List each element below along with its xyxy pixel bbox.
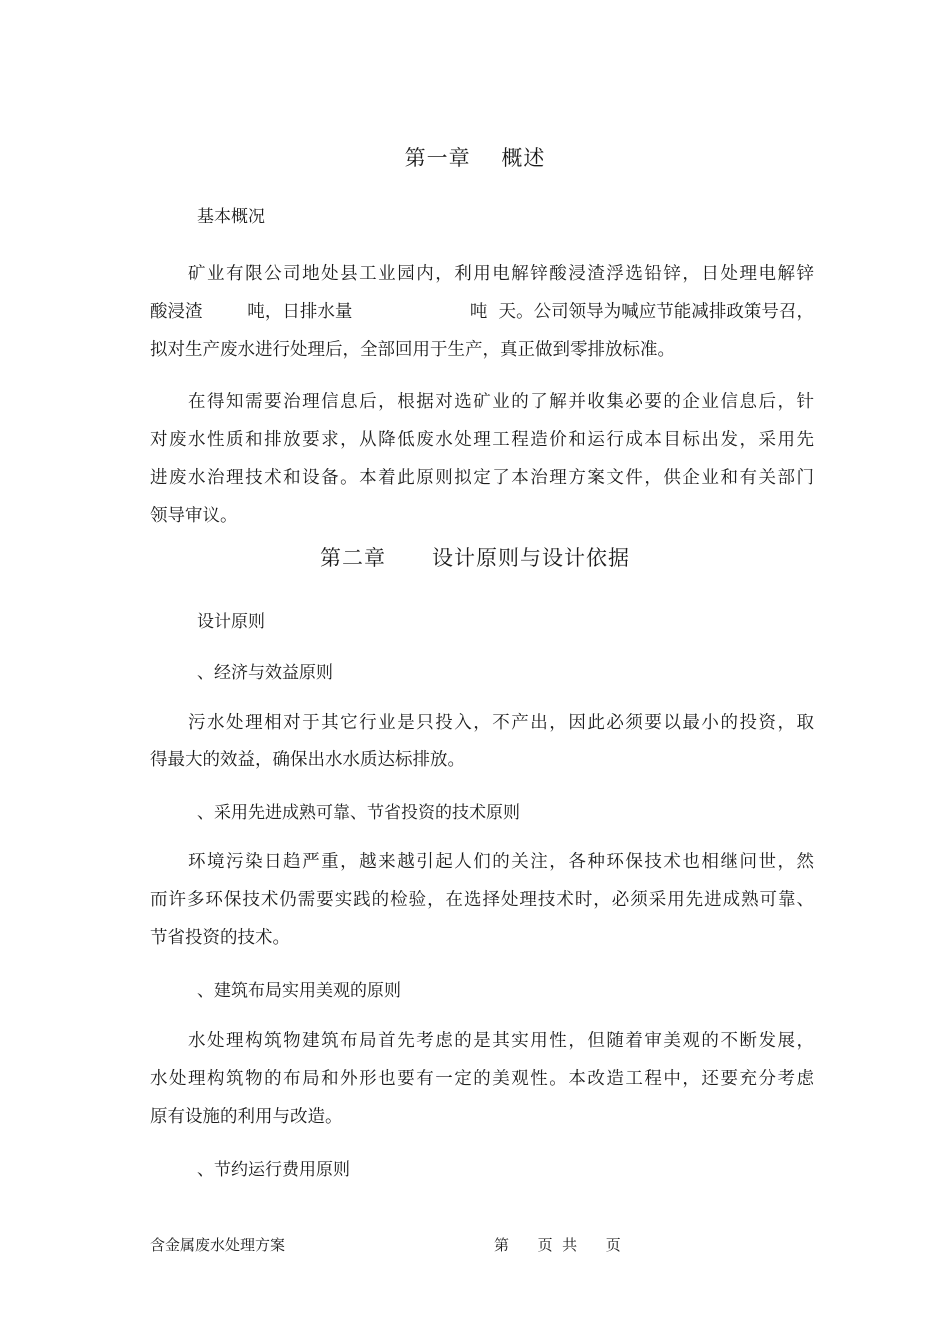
paragraph-line: 水处理构筑物的布局和外形也要有一定的美观性。本改造工程中，还要充分考虑 bbox=[150, 1069, 814, 1089]
chapter-2-title: 第二章 设计原则与设计依据 bbox=[319, 546, 631, 570]
paragraph-line: 而许多环保技术仍需要实践的检验，在选择处理技术时，必须采用先进成熟可靠、 bbox=[150, 890, 814, 910]
paragraph-line: 环境污染日趋严重，越来越引起人们的关注，各种环保技术也相继问世，然 bbox=[150, 852, 814, 872]
paragraph-line: 节省投资的技术。 bbox=[150, 928, 290, 948]
paragraph-line: 拟对生产废水进行处理后，全部回用于生产，真正做到零排放标准。 bbox=[150, 340, 675, 360]
chapter-1-title: 第一章 概述 bbox=[404, 146, 546, 170]
principle-1-heading: 、经济与效益原则 bbox=[197, 663, 333, 683]
principle-4-heading: 、节约运行费用原则 bbox=[197, 1160, 350, 1180]
principle-3-heading: 、建筑布局实用美观的原则 bbox=[197, 981, 401, 1001]
paragraph-line: 污水处理相对于其它行业是只投入，不产出，因此必须要以最小的投资，取 bbox=[150, 713, 814, 733]
principle-2-heading: 、采用先进成熟可靠、节省投资的技术原则 bbox=[197, 803, 520, 823]
paragraph-line: 对废水性质和排放要求，从降低废水处理工程造价和运行成本目标出发，采用先 bbox=[150, 430, 814, 450]
paragraph-line: 原有设施的利用与改造。 bbox=[150, 1107, 343, 1127]
paragraph-line: 进废水治理技术和设备。本着此原则拟定了本治理方案文件，供企业和有关部门 bbox=[150, 468, 814, 488]
paragraph-line: 得最大的效益，确保出水水质达标排放。 bbox=[150, 750, 465, 770]
paragraph-line: 酸浸渣 吨，日排水量 吨 天。公司领导为喊应节能减排政策号召， bbox=[150, 302, 814, 322]
footer-page-info: 第 页 共 页 bbox=[494, 1236, 621, 1254]
paragraph-line: 水处理构筑物建筑布局首先考虑的是其实用性，但随着审美观的不断发展， bbox=[150, 1031, 814, 1051]
paragraph-line: 领导审议。 bbox=[150, 506, 238, 526]
footer-doc-title: 含金属废水处理方案 bbox=[150, 1236, 286, 1254]
paragraph-line: 矿业有限公司地处县工业园内，利用电解锌酸浸渣浮选铅锌，日处理电解锌 bbox=[150, 264, 814, 284]
section-design-principles: 设计原则 bbox=[197, 612, 265, 632]
paragraph-line: 在得知需要治理信息后，根据对选矿业的了解并收集必要的企业信息后，针 bbox=[150, 392, 814, 412]
section-basic-overview: 基本概况 bbox=[197, 207, 265, 227]
